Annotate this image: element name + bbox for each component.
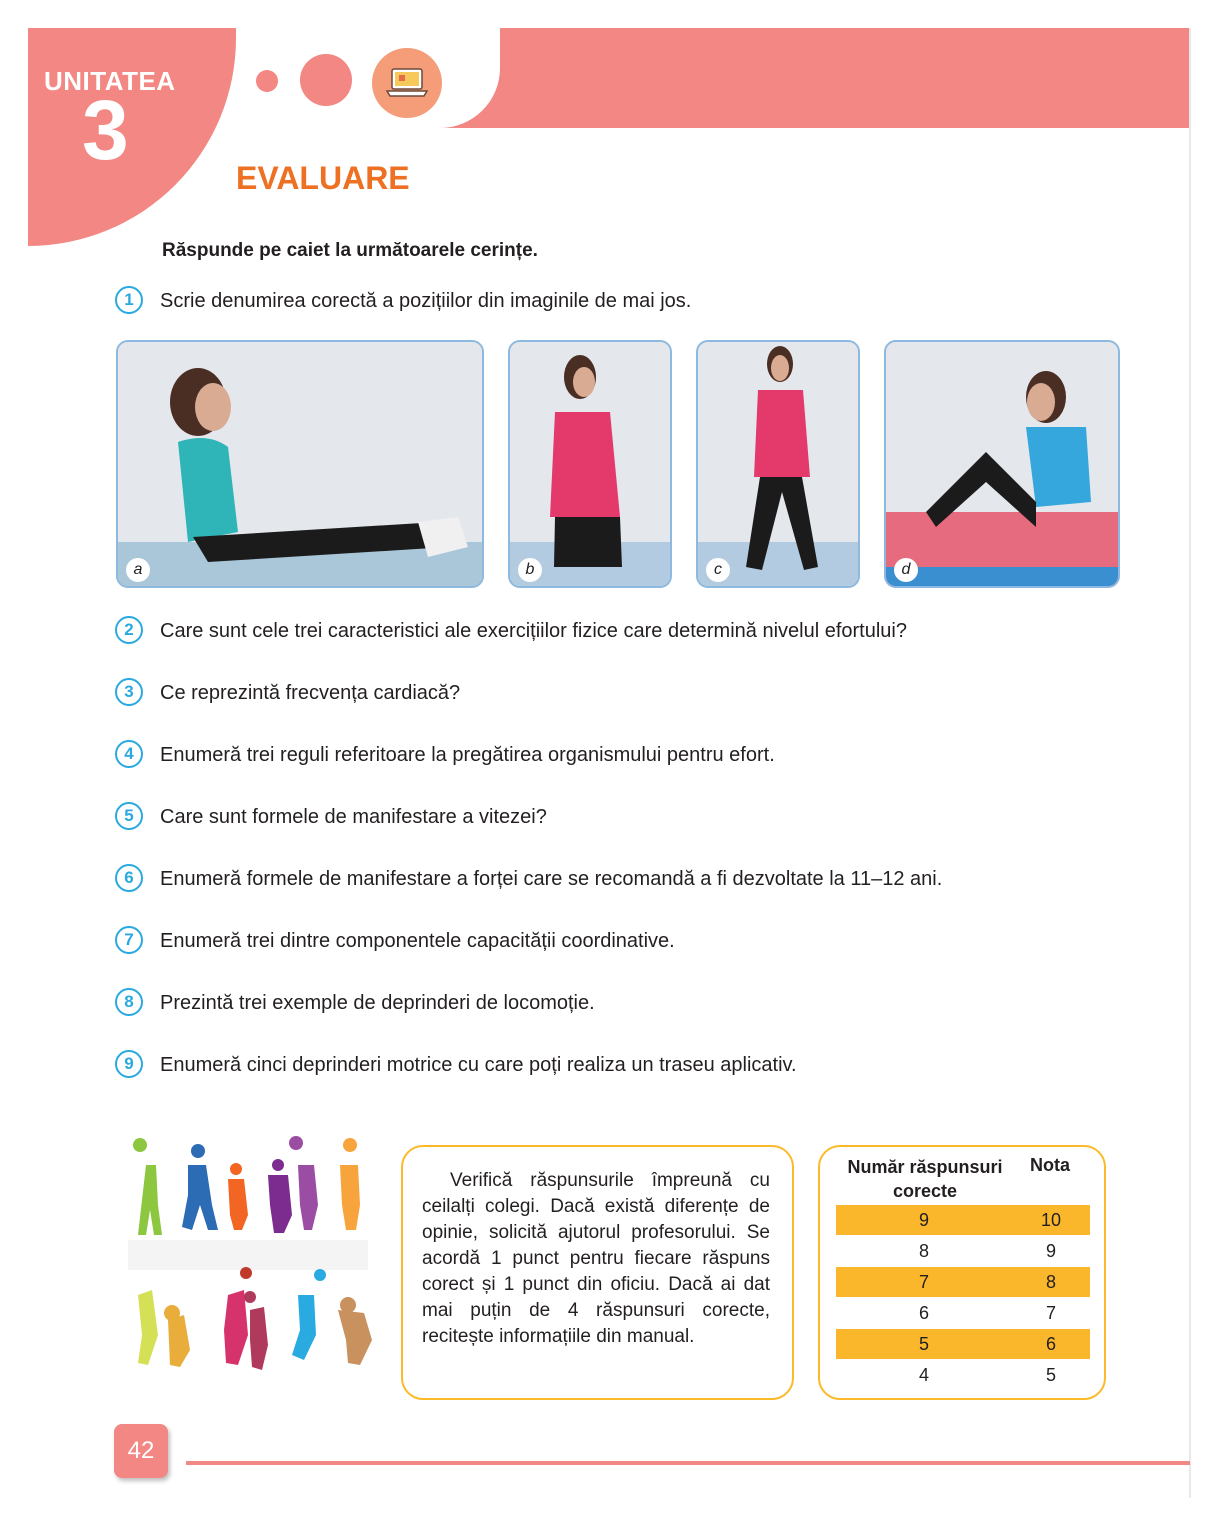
info-text: Verifică răspunsurile împreună cu ceilalți colegi. Dacă există diferențe de opinie, solicită ajutorul profesorului. Se acordă 1 punct pentru fiecare răspuns corect și 1 punct din oficiu. Dacă ai dat mai puțin de 4 răspunsuri corecte, recitește informațiile din manual. xyxy=(422,1170,770,1347)
grade-cell-grade: 6 xyxy=(1045,1333,1056,1354)
instructions: Răspunde pe caiet la următoarele cerințe. xyxy=(162,240,538,261)
grade-cell-correct: 9 xyxy=(918,1209,929,1230)
grade-cell-correct: 7 xyxy=(918,1271,929,1292)
question-text: Enumeră formele de manifestare a forței care se recomandă a fi dezvoltate la 11–12 ani. xyxy=(160,868,943,890)
question-number: 9 xyxy=(115,1050,143,1078)
unit-word: UNITATEA xyxy=(44,66,176,96)
footer-line xyxy=(186,1461,1190,1465)
grade-row xyxy=(836,1329,1090,1359)
grade-row xyxy=(836,1360,1090,1390)
grade-row xyxy=(836,1298,1090,1328)
question-text: Enumeră cinci deprinderi motrice cu care poți realiza un traseu aplicativ. xyxy=(160,1054,797,1076)
grade-cell-correct: 8 xyxy=(918,1240,929,1261)
page-edge xyxy=(1189,28,1191,1498)
question-text: Enumeră trei dintre componentele capacității coordinative. xyxy=(160,930,675,952)
question-number: 7 xyxy=(115,926,143,954)
header-band xyxy=(440,28,1190,128)
photo-c xyxy=(696,340,860,588)
question-number: 2 xyxy=(115,616,143,644)
question-number: 1 xyxy=(115,286,143,314)
grade-cell-grade: 10 xyxy=(1040,1209,1062,1230)
photo-b xyxy=(508,340,672,588)
question-number: 8 xyxy=(115,988,143,1016)
photo-label: c xyxy=(706,558,730,582)
question-text: Care sunt cele trei caracteristici ale exercițiilor fizice care determină nivelul efortului? xyxy=(160,620,907,642)
photo-label: a xyxy=(126,558,150,582)
question-number: 6 xyxy=(115,864,143,892)
question-text: Enumeră trei reguli referitoare la pregătirea organismului pentru efort. xyxy=(160,744,775,766)
laptop-icon xyxy=(372,48,442,118)
grade-cell-grade: 9 xyxy=(1045,1240,1056,1261)
grade-cell-correct: 5 xyxy=(918,1333,929,1354)
grade-cell-correct: 6 xyxy=(918,1302,929,1323)
grade-row xyxy=(836,1267,1090,1297)
question-text: Care sunt formele de manifestare a vitezei? xyxy=(160,806,547,828)
grade-header-correct: Număr răspunsuri corecte xyxy=(847,1157,1003,1201)
grade-header-grade: Nota xyxy=(1030,1155,1070,1175)
grade-cell-grade: 7 xyxy=(1045,1302,1056,1323)
athletes-silhouettes xyxy=(128,1135,388,1405)
question-text: Prezintă trei exemple de deprinderi de locomoție. xyxy=(160,992,595,1014)
grade-cell-correct: 4 xyxy=(918,1364,929,1385)
question-text: Scrie denumirea corectă a pozițiilor din imaginile de mai jos. xyxy=(160,290,692,312)
photo-d xyxy=(884,340,1120,588)
question-number: 5 xyxy=(115,802,143,830)
photo-label: b xyxy=(518,558,542,582)
photo-label: d xyxy=(894,558,918,582)
photo-a xyxy=(116,340,484,588)
question-number: 3 xyxy=(115,678,143,706)
decor-dot-medium xyxy=(300,54,352,106)
grade-row xyxy=(836,1236,1090,1266)
grade-cell-grade: 5 xyxy=(1045,1364,1056,1385)
unit-number: 3 xyxy=(82,83,129,177)
page-number: 42 xyxy=(114,1424,168,1478)
grade-row xyxy=(836,1205,1090,1235)
grade-cell-grade: 8 xyxy=(1045,1271,1056,1292)
decor-dot-small xyxy=(256,70,278,92)
question-number: 4 xyxy=(115,740,143,768)
question-text: Ce reprezintă frecvența cardiacă? xyxy=(160,682,461,704)
section-title: EVALUARE xyxy=(236,160,410,196)
